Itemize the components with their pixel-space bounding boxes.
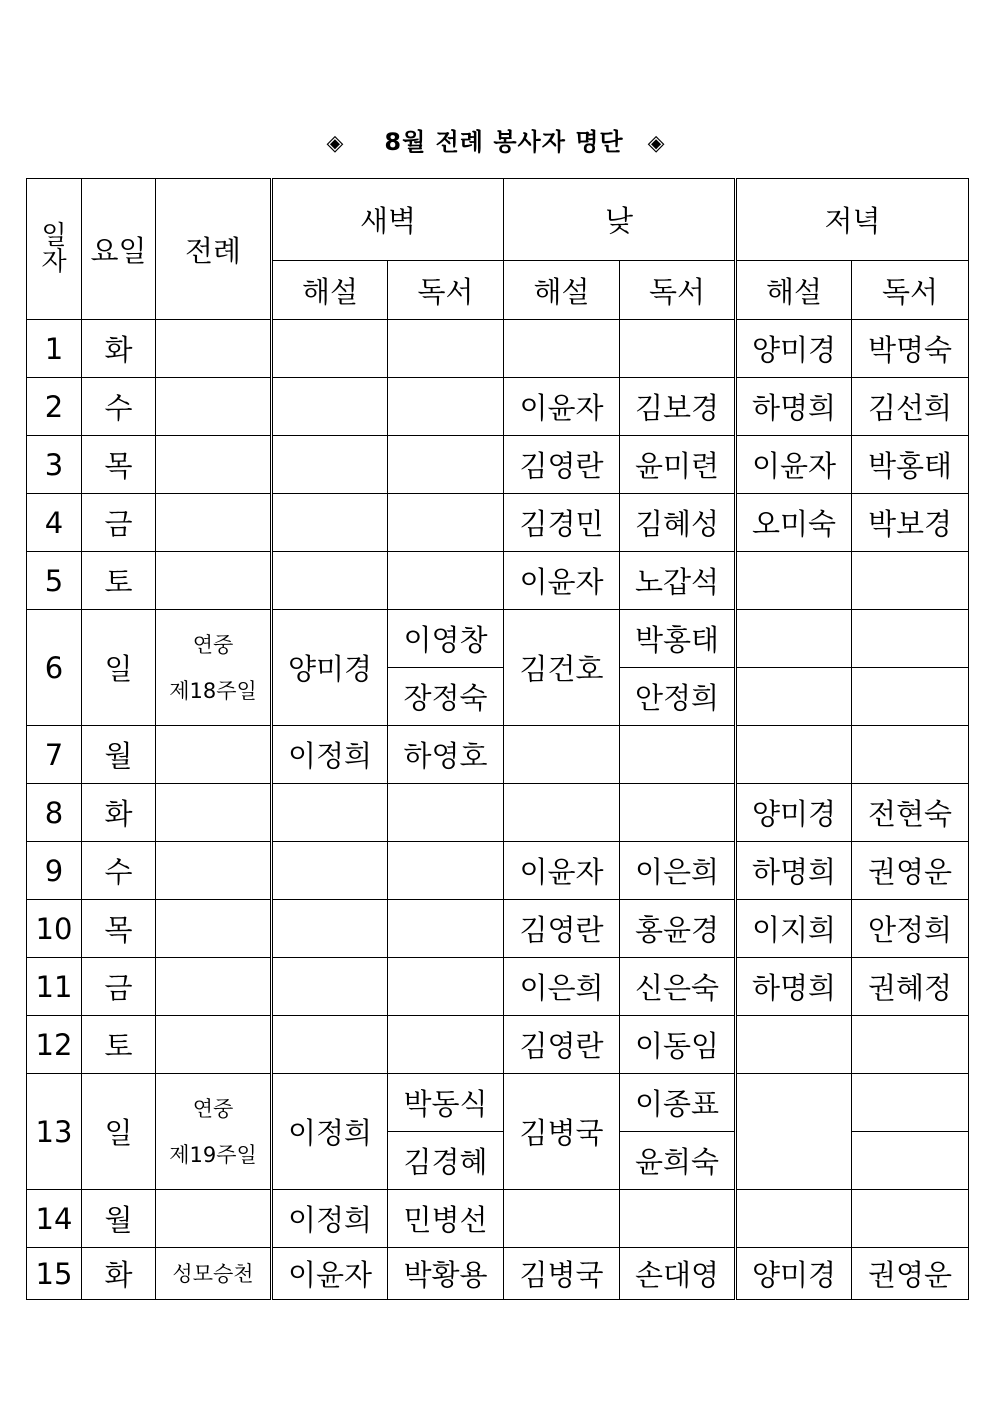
dawn-reading-cell: [388, 958, 504, 1016]
table-row: [27, 1248, 969, 1300]
noon-reading-cell: [620, 1190, 736, 1248]
noon-reading-cell: 노갑석: [620, 552, 736, 610]
noon-reading-cell: 이동임: [620, 1016, 736, 1074]
evening-commentary-cell: 양미경: [736, 320, 852, 378]
table-row: [27, 436, 969, 494]
noon-reading-cell: [620, 726, 736, 784]
noon-commentary-cell: 김병국: [504, 1248, 620, 1300]
header-dawn-reading: 독서: [388, 261, 504, 320]
dawn-reading-cell: [388, 900, 504, 958]
weekday-cell: 화: [82, 1248, 156, 1300]
dawn-commentary-cell: [272, 552, 388, 610]
noon-reading-cell: 안정희: [620, 668, 736, 726]
evening-commentary-cell: [736, 1074, 852, 1190]
weekday-cell: 토: [82, 1016, 156, 1074]
liturgy-cell: [156, 320, 272, 378]
dawn-reading-cell: [388, 552, 504, 610]
dawn-commentary-cell: [272, 494, 388, 552]
evening-commentary-cell: 하명희: [736, 842, 852, 900]
table-row: [27, 1016, 969, 1074]
liturgy-cell: 성모승천: [156, 1248, 272, 1300]
evening-commentary-cell: [736, 552, 852, 610]
table-row: [27, 552, 969, 610]
noon-reading-cell: [620, 784, 736, 842]
noon-reading-cell: 손대영: [620, 1248, 736, 1300]
weekday-cell: 월: [82, 1190, 156, 1248]
evening-reading-cell: [852, 668, 969, 726]
dawn-reading-cell: 박황용: [388, 1248, 504, 1300]
table-row: [27, 842, 969, 900]
evening-reading-cell: 김선희: [852, 378, 969, 436]
day-cell: 13: [27, 1074, 82, 1190]
weekday-cell: 일: [82, 1074, 156, 1190]
liturgy-line: 연중: [192, 1096, 234, 1121]
table-row: [27, 1190, 969, 1248]
weekday-cell: 일: [82, 610, 156, 726]
liturgy-cell: [156, 1074, 272, 1190]
evening-reading-cell: 박홍태: [852, 436, 969, 494]
dawn-commentary-cell: [272, 378, 388, 436]
evening-commentary-cell: [736, 610, 852, 668]
noon-commentary-cell: 이은희: [504, 958, 620, 1016]
evening-commentary-cell: 이지희: [736, 900, 852, 958]
table-row: [27, 726, 969, 784]
weekday-cell: 화: [82, 784, 156, 842]
noon-reading-cell: 김보경: [620, 378, 736, 436]
header-evening-reading: 독서: [852, 261, 969, 320]
evening-reading-cell: [852, 552, 969, 610]
dawn-reading-cell: [388, 436, 504, 494]
liturgy-cell: [156, 784, 272, 842]
header-dawn: 새벽: [272, 179, 504, 261]
header-weekday: 요일: [82, 179, 156, 320]
weekday-cell: 목: [82, 436, 156, 494]
evening-reading-cell: 박보경: [852, 494, 969, 552]
day-cell: 11: [27, 958, 82, 1016]
day-cell: 3: [27, 436, 82, 494]
table-row: [27, 378, 969, 436]
schedule-table: [26, 178, 969, 1300]
dawn-reading-cell: [388, 378, 504, 436]
dawn-reading-cell: 김경혜: [388, 1132, 504, 1190]
dawn-commentary-cell: [272, 958, 388, 1016]
evening-reading-cell: [852, 1190, 969, 1248]
header-noon-reading: 독서: [620, 261, 736, 320]
day-cell: 5: [27, 552, 82, 610]
dawn-reading-cell: 박동식: [388, 1074, 504, 1132]
liturgy-cell: [156, 1016, 272, 1074]
noon-commentary-cell: 이윤자: [504, 552, 620, 610]
weekday-cell: 화: [82, 320, 156, 378]
noon-commentary-cell: 이윤자: [504, 842, 620, 900]
evening-reading-cell: [852, 610, 969, 668]
evening-reading-cell: 권영운: [852, 1248, 969, 1300]
dawn-reading-cell: 장정숙: [388, 668, 504, 726]
evening-commentary-cell: [736, 1190, 852, 1248]
dawn-commentary-cell: 이윤자: [272, 1248, 388, 1300]
dawn-commentary-cell: [272, 900, 388, 958]
day-cell: 15: [27, 1248, 82, 1300]
dawn-commentary-cell: 양미경: [272, 610, 388, 726]
evening-reading-cell: [852, 1074, 969, 1132]
noon-reading-cell: [620, 320, 736, 378]
header-day: 일자: [27, 179, 82, 320]
evening-reading-cell: [852, 1016, 969, 1074]
liturgy-cell: [156, 726, 272, 784]
dawn-reading-cell: [388, 842, 504, 900]
noon-commentary-cell: 김병국: [504, 1074, 620, 1190]
day-cell: 12: [27, 1016, 82, 1074]
diamond-right-icon: ◈: [647, 131, 666, 156]
liturgy-cell: [156, 610, 272, 726]
day-cell: 10: [27, 900, 82, 958]
day-cell: 4: [27, 494, 82, 552]
noon-reading-cell: 이은희: [620, 842, 736, 900]
dawn-reading-cell: 민병선: [388, 1190, 504, 1248]
evening-reading-cell: 권혜정: [852, 958, 969, 1016]
title-text: 8월 전례 봉사자 명단: [384, 128, 624, 156]
day-cell: 6: [27, 610, 82, 726]
diamond-left-icon: ◈: [326, 131, 345, 156]
header-liturgy: 전례: [156, 179, 272, 320]
liturgy-line: 연중: [192, 632, 234, 657]
liturgy-cell: [156, 378, 272, 436]
dawn-commentary-cell: [272, 436, 388, 494]
page-title: [0, 122, 992, 157]
dawn-reading-cell: 하영호: [388, 726, 504, 784]
evening-commentary-cell: 양미경: [736, 784, 852, 842]
day-cell: 9: [27, 842, 82, 900]
schedule-body: [27, 179, 969, 1300]
evening-commentary-cell: 오미숙: [736, 494, 852, 552]
evening-reading-cell: 박명숙: [852, 320, 969, 378]
header-evening-commentary: 해설: [736, 261, 852, 320]
liturgy-cell: [156, 494, 272, 552]
noon-commentary-cell: 김영란: [504, 436, 620, 494]
evening-reading-cell: 안정희: [852, 900, 969, 958]
weekday-cell: 금: [82, 494, 156, 552]
header-evening: 저녁: [736, 179, 969, 261]
liturgy-cell: [156, 842, 272, 900]
liturgy-cell: [156, 436, 272, 494]
header-dawn-commentary: 해설: [272, 261, 388, 320]
noon-reading-cell: 신은숙: [620, 958, 736, 1016]
dawn-commentary-cell: [272, 784, 388, 842]
noon-commentary-cell: 김영란: [504, 900, 620, 958]
liturgy-cell: [156, 552, 272, 610]
noon-commentary-cell: 김건호: [504, 610, 620, 726]
table-row: [27, 784, 969, 842]
day-cell: 14: [27, 1190, 82, 1248]
weekday-cell: 수: [82, 842, 156, 900]
noon-commentary-cell: [504, 320, 620, 378]
weekday-cell: 금: [82, 958, 156, 1016]
table-row: [27, 900, 969, 958]
day-cell: 1: [27, 320, 82, 378]
noon-reading-cell: 홍윤경: [620, 900, 736, 958]
dawn-reading-cell: [388, 494, 504, 552]
dawn-reading-cell: [388, 784, 504, 842]
noon-commentary-cell: [504, 726, 620, 784]
liturgy-cell: [156, 900, 272, 958]
dawn-reading-cell: 이영창: [388, 610, 504, 668]
dawn-commentary-cell: [272, 1016, 388, 1074]
evening-commentary-cell: 하명희: [736, 378, 852, 436]
table-row: [27, 958, 969, 1016]
weekday-cell: 수: [82, 378, 156, 436]
dawn-commentary-cell: 이정희: [272, 1190, 388, 1248]
noon-commentary-cell: [504, 1190, 620, 1248]
noon-reading-cell: 윤미련: [620, 436, 736, 494]
header-noon-commentary: 해설: [504, 261, 620, 320]
noon-reading-cell: 김혜성: [620, 494, 736, 552]
weekday-cell: 토: [82, 552, 156, 610]
table-row: [27, 1074, 969, 1132]
evening-commentary-cell: [736, 668, 852, 726]
evening-reading-cell: 전현숙: [852, 784, 969, 842]
evening-reading-cell: [852, 726, 969, 784]
dawn-commentary-cell: 이정희: [272, 726, 388, 784]
noon-commentary-cell: [504, 784, 620, 842]
header-noon: 낮: [504, 179, 736, 261]
table-row: [27, 610, 969, 668]
noon-commentary-cell: 이윤자: [504, 378, 620, 436]
liturgy-line: 제19주일: [169, 1142, 257, 1167]
liturgy-cell: [156, 958, 272, 1016]
table-row: [27, 494, 969, 552]
evening-commentary-cell: 이윤자: [736, 436, 852, 494]
day-cell: 7: [27, 726, 82, 784]
dawn-commentary-cell: 이정희: [272, 1074, 388, 1190]
table-row: [27, 320, 969, 378]
liturgy-cell: [156, 1190, 272, 1248]
noon-reading-cell: 박홍태: [620, 610, 736, 668]
day-cell: 2: [27, 378, 82, 436]
noon-commentary-cell: 김영란: [504, 1016, 620, 1074]
dawn-commentary-cell: [272, 842, 388, 900]
evening-commentary-cell: [736, 1016, 852, 1074]
dawn-reading-cell: [388, 1016, 504, 1074]
evening-commentary-cell: 양미경: [736, 1248, 852, 1300]
evening-commentary-cell: 하명희: [736, 958, 852, 1016]
evening-commentary-cell: [736, 726, 852, 784]
noon-reading-cell: 이종표: [620, 1074, 736, 1132]
dawn-commentary-cell: [272, 320, 388, 378]
noon-commentary-cell: 김경민: [504, 494, 620, 552]
day-cell: 8: [27, 784, 82, 842]
noon-reading-cell: 윤희숙: [620, 1132, 736, 1190]
weekday-cell: 목: [82, 900, 156, 958]
evening-reading-cell: [852, 1132, 969, 1190]
liturgy-line: 제18주일: [169, 678, 257, 703]
weekday-cell: 월: [82, 726, 156, 784]
evening-reading-cell: 권영운: [852, 842, 969, 900]
dawn-reading-cell: [388, 320, 504, 378]
